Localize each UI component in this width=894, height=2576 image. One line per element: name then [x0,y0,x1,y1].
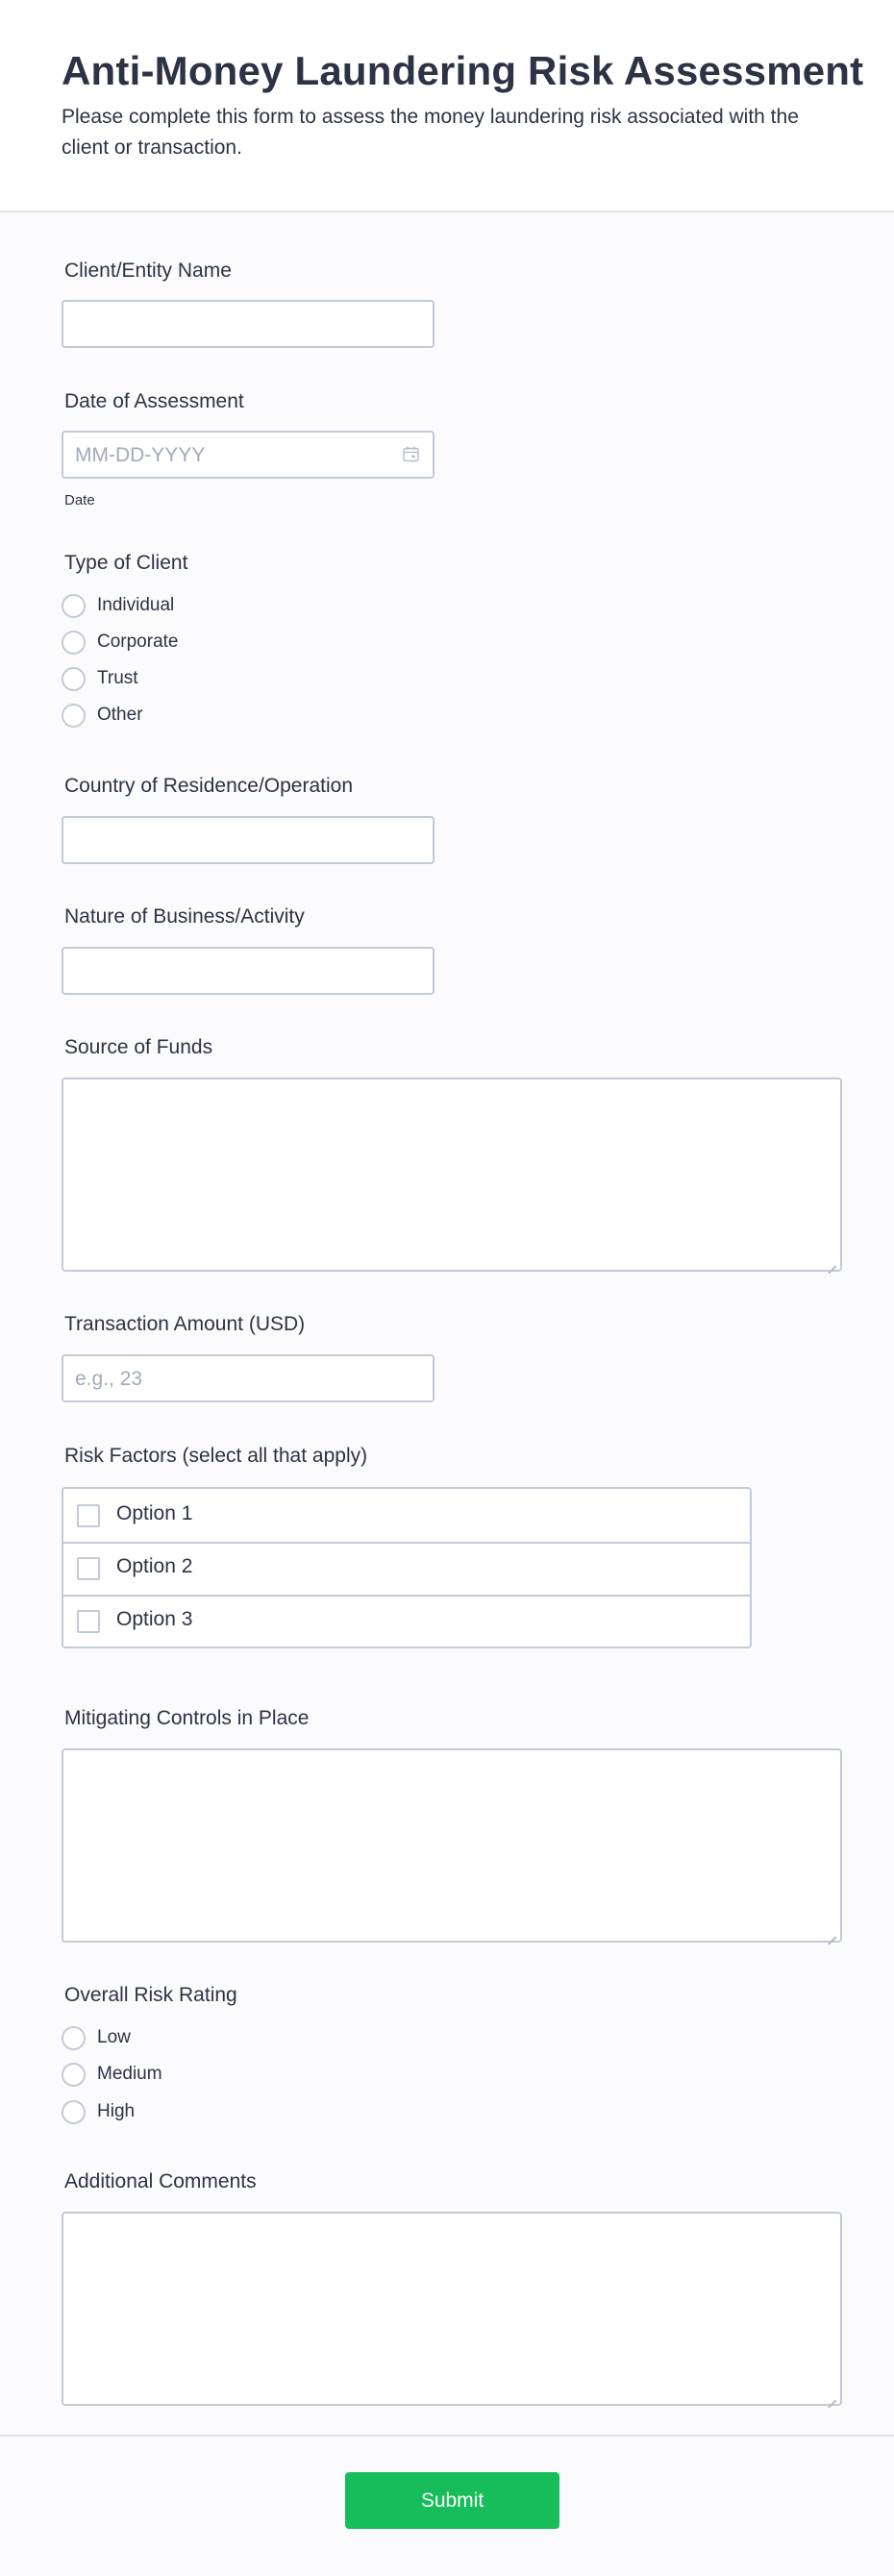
date-sublabel: Date [64,492,95,508]
radio-button[interactable] [62,2100,86,2124]
resize-handle-icon[interactable] [828,2391,836,2400]
submit-button[interactable]: Submit [345,2472,559,2529]
checkbox-label: Option 1 [116,1502,193,1524]
form-footer [0,2435,894,2576]
checkbox-option-1[interactable] [63,1489,750,1542]
amount-placeholder: e.g., 23 [75,1368,143,1390]
checkbox[interactable] [77,1504,100,1527]
radio-option-high[interactable] [62,2099,135,2124]
radio-option-medium[interactable] [62,2062,162,2087]
radio-button[interactable] [62,2063,86,2087]
mitigating-textarea[interactable] [62,1748,842,1943]
radio-button[interactable] [62,594,86,618]
checkbox[interactable] [77,1557,100,1580]
radio-label: High [97,2101,136,2121]
client-type-label: Type of Client [64,552,188,574]
radio-button[interactable] [62,704,86,728]
amount-label: Transaction Amount (USD) [64,1313,306,1335]
date-input[interactable] [62,431,435,479]
radio-option-corporate[interactable] [62,630,179,655]
country-input[interactable] [62,816,435,864]
mitigating-label: Mitigating Controls in Place [64,1707,310,1729]
radio-option-other[interactable] [62,703,143,728]
resize-handle-icon[interactable] [828,1928,836,1937]
radio-label: Individual [97,595,175,615]
risk-factors-checkbox-group [62,1487,752,1648]
calendar-icon[interactable] [403,446,419,462]
radio-label: Other [97,705,143,725]
radio-button[interactable] [62,667,86,691]
risk-factors-label: Risk Factors (select all that apply) [64,1445,368,1467]
client-name-label: Client/Entity Name [64,260,232,282]
checkbox-option-3[interactable] [63,1595,750,1647]
comments-textarea[interactable] [62,2212,842,2406]
radio-button[interactable] [62,2026,86,2050]
checkbox-option-2[interactable] [63,1542,750,1595]
amount-input[interactable] [62,1354,435,1402]
radio-option-low[interactable] [62,2025,131,2050]
radio-label: Medium [97,2064,162,2084]
form-title: Anti-Money Laundering Risk Assessment [62,48,864,93]
radio-option-trust[interactable] [62,666,138,691]
radio-label: Trust [97,668,138,688]
country-label: Country of Residence/Operation [64,775,353,797]
form-description: Please complete this form to assess the money laundering risk associated with the client or transaction. [62,106,799,159]
radio-option-individual[interactable] [62,593,174,618]
comments-label: Additional Comments [64,2170,257,2192]
nature-input[interactable] [62,947,435,995]
risk-rating-label: Overall Risk Rating [64,1984,237,2006]
checkbox[interactable] [77,1610,100,1633]
checkbox-label: Option 2 [116,1555,193,1577]
source-funds-label: Source of Funds [64,1036,213,1058]
source-funds-textarea[interactable] [62,1077,842,1272]
radio-label: Low [97,2027,131,2047]
date-label: Date of Assessment [64,390,244,412]
checkbox-label: Option 3 [116,1608,193,1630]
nature-label: Nature of Business/Activity [64,905,305,928]
resize-handle-icon[interactable] [828,1257,836,1266]
form-header [0,0,894,212]
radio-label: Corporate [97,632,179,652]
radio-button[interactable] [62,631,86,655]
date-placeholder: MM-DD-YYYY [75,444,206,466]
client-name-input[interactable] [62,300,435,348]
